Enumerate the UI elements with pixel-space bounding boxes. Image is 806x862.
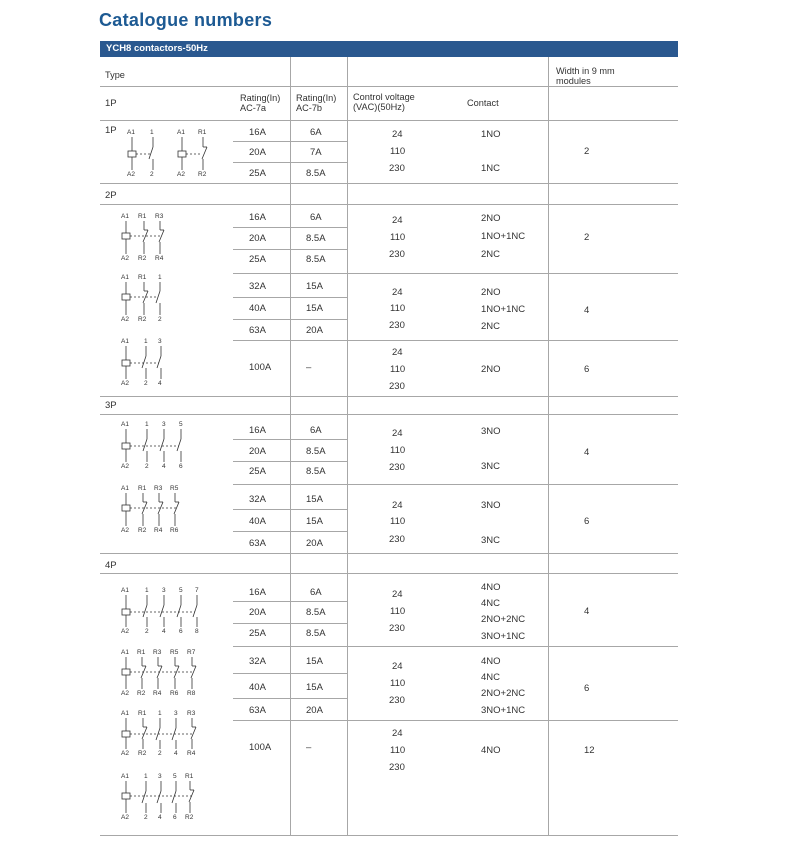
ac7b-value: 8.5A: [306, 446, 326, 457]
ac7b-value: –: [306, 362, 312, 373]
terminal-label: R3: [154, 485, 163, 492]
ac7a-value: 63A: [249, 538, 266, 549]
voltage-value: 24: [392, 728, 403, 739]
terminal-label: R4: [187, 750, 196, 757]
contact-value: 2NO: [481, 364, 501, 375]
contact-value: 3NO+1NC: [481, 631, 526, 642]
terminal-label: A2: [121, 814, 129, 821]
header-ac7b-line1: Rating(In): [296, 93, 337, 103]
terminal-label: R2: [138, 255, 147, 262]
contact-value: 2NO: [481, 287, 501, 298]
terminal-label: A2: [121, 628, 129, 635]
header-type: Type: [105, 70, 125, 80]
terminal-label: R2: [185, 814, 194, 821]
voltage-value: 110: [390, 146, 406, 157]
terminal-label: R2: [137, 690, 146, 697]
contact-value: 4NC: [481, 672, 501, 683]
ac7a-value: 40A: [249, 516, 266, 527]
terminal-label: R2: [138, 527, 147, 534]
terminal-label: 1: [150, 129, 154, 136]
section-1p-sublabel: 1P: [105, 125, 117, 136]
voltage-value: 24: [392, 500, 403, 511]
terminal-label: A2: [121, 690, 129, 697]
ac7a-value: 16A: [249, 127, 266, 138]
terminal-label: 6: [179, 463, 183, 470]
ac7a-value: 25A: [249, 254, 266, 265]
terminal-label: R2: [198, 171, 207, 178]
ac7a-value: 20A: [249, 446, 266, 457]
voltage-value: 110: [390, 232, 406, 243]
terminal-label: A1: [121, 710, 129, 717]
schematic-1p-no: [124, 126, 164, 180]
schematic-4p-b: [118, 645, 206, 699]
terminal-label: 1: [158, 710, 162, 717]
header-ac7a-line2: AC-7a: [240, 103, 267, 113]
voltage-value: 230: [389, 381, 405, 392]
section-3p-label: 3P: [105, 400, 117, 411]
section-4p-label: 4P: [105, 560, 117, 571]
terminal-label: R1: [138, 213, 147, 220]
header-voltage-line2: (VAC)(50Hz): [353, 102, 405, 112]
contact-value: 2NO+2NC: [481, 688, 526, 699]
terminal-label: R2: [138, 750, 147, 757]
voltage-value: 110: [390, 445, 406, 456]
terminal-label: 7: [195, 587, 199, 594]
width-value: 6: [584, 683, 590, 694]
terminal-label: A1: [121, 649, 129, 656]
contact-value: 1NO+1NC: [481, 304, 526, 315]
width-value: 4: [584, 305, 590, 316]
voltage-value: 24: [392, 589, 403, 600]
voltage-value: 230: [389, 695, 405, 706]
terminal-label: A1: [177, 129, 185, 136]
contact-value: 3NC: [481, 535, 501, 546]
terminal-label: A2: [121, 316, 129, 323]
width-value: 12: [584, 745, 595, 756]
terminal-label: R1: [137, 649, 146, 656]
terminal-label: A2: [121, 380, 129, 387]
ac7b-value: –: [306, 742, 312, 753]
ac7a-value: 20A: [249, 607, 266, 618]
header-contact: Contact: [467, 98, 499, 108]
ac7b-value: 15A: [306, 656, 323, 667]
terminal-label: R4: [154, 527, 163, 534]
terminal-label: R5: [170, 649, 179, 656]
width-value: 2: [584, 146, 590, 157]
terminal-label: R1: [138, 485, 147, 492]
ac7b-value: 6A: [310, 127, 322, 138]
width-value: 4: [584, 606, 590, 617]
contact-value: 2NC: [481, 249, 501, 260]
contact-value: 4NO: [481, 745, 501, 756]
terminal-label: 2: [150, 171, 154, 178]
terminal-label: R7: [187, 649, 196, 656]
ac7a-value: 40A: [249, 303, 266, 314]
schematic-3p-a: [118, 418, 188, 472]
terminal-label: 3: [158, 338, 162, 345]
ac7a-value: 32A: [249, 656, 266, 667]
voltage-value: 110: [390, 606, 406, 617]
contact-value: 1NO: [481, 129, 501, 140]
terminal-label: A1: [127, 129, 135, 136]
terminal-label: 4: [162, 628, 166, 635]
terminal-label: 4: [158, 380, 162, 387]
voltage-value: 230: [389, 320, 405, 331]
voltage-value: 24: [392, 347, 403, 358]
terminal-label: 3: [158, 773, 162, 780]
terminal-label: 1: [145, 587, 149, 594]
ac7a-value: 25A: [249, 466, 266, 477]
terminal-label: R1: [138, 710, 147, 717]
contact-value: 3NO: [481, 500, 501, 511]
ac7b-value: 20A: [306, 538, 323, 549]
table-banner: YCH8 contactors-50Hz: [100, 41, 678, 57]
schematic-4p-c: [118, 705, 206, 759]
terminal-label: A1: [121, 338, 129, 345]
ac7a-value: 32A: [249, 494, 266, 505]
terminal-label: 5: [173, 773, 177, 780]
terminal-label: 1: [144, 773, 148, 780]
ac7a-value: 63A: [249, 325, 266, 336]
terminal-label: A2: [121, 750, 129, 757]
voltage-value: 230: [389, 623, 405, 634]
ac7a-value: 100A: [249, 742, 272, 753]
terminal-label: R1: [185, 773, 194, 780]
schematic-4p-a: [118, 582, 206, 636]
header-width-line1: Width in 9 mm: [556, 66, 615, 76]
terminal-label: 6: [179, 628, 183, 635]
contact-value: 4NO: [481, 582, 501, 593]
terminal-label: 4: [158, 814, 162, 821]
schematic-3p-b: [118, 482, 188, 536]
ac7a-value: 16A: [249, 587, 266, 598]
width-value: 6: [584, 516, 590, 527]
terminal-label: R8: [187, 690, 196, 697]
terminal-label: A2: [121, 463, 129, 470]
ac7a-value: 16A: [249, 212, 266, 223]
ac7b-value: 15A: [306, 494, 323, 505]
terminal-label: 1: [145, 421, 149, 428]
header-width-line2: modules: [556, 76, 591, 86]
voltage-value: 24: [392, 428, 403, 439]
terminal-label: R5: [170, 485, 179, 492]
terminal-label: A1: [121, 485, 129, 492]
terminal-label: 2: [144, 814, 148, 821]
terminal-label: R3: [155, 213, 164, 220]
schematic-2p-a: [118, 210, 172, 264]
voltage-value: 230: [389, 762, 405, 773]
contact-value: 4NC: [481, 598, 501, 609]
voltage-value: 24: [392, 129, 403, 140]
width-value: 2: [584, 232, 590, 243]
terminal-label: 5: [179, 421, 183, 428]
ac7b-value: 8.5A: [306, 466, 326, 477]
terminal-label: R6: [170, 527, 179, 534]
terminal-label: R2: [138, 316, 147, 323]
terminal-label: 2: [158, 316, 162, 323]
terminal-label: 3: [162, 421, 166, 428]
ac7b-value: 15A: [306, 281, 323, 292]
ac7b-value: 15A: [306, 303, 323, 314]
terminal-label: 2: [145, 628, 149, 635]
terminal-label: A1: [121, 421, 129, 428]
ac7a-value: 40A: [249, 682, 266, 693]
terminal-label: A1: [121, 773, 129, 780]
voltage-value: 230: [389, 534, 405, 545]
ac7b-value: 8.5A: [306, 233, 326, 244]
terminal-label: R6: [170, 690, 179, 697]
terminal-label: R3: [187, 710, 196, 717]
schematic-1p-nc: [174, 126, 214, 180]
section-1p-label: 1P: [105, 98, 117, 109]
voltage-value: 110: [390, 516, 406, 527]
section-2p-label: 2P: [105, 190, 117, 201]
ac7a-value: 25A: [249, 168, 266, 179]
terminal-label: 4: [174, 750, 178, 757]
terminal-label: 1: [158, 274, 162, 281]
voltage-value: 110: [390, 303, 406, 314]
header-voltage-line1: Control voltage: [353, 92, 415, 102]
terminal-label: 6: [173, 814, 177, 821]
terminal-label: 1: [144, 338, 148, 345]
contact-value: 2NC: [481, 321, 501, 332]
width-value: 6: [584, 364, 590, 375]
terminal-label: A2: [177, 171, 185, 178]
voltage-value: 110: [390, 364, 406, 375]
terminal-label: 2: [145, 463, 149, 470]
voltage-value: 24: [392, 215, 403, 226]
header-ac7a-line1: Rating(In): [240, 93, 281, 103]
terminal-label: A2: [121, 527, 129, 534]
page-title: Catalogue numbers: [99, 10, 273, 30]
ac7b-value: 7A: [310, 147, 322, 158]
contact-value: 3NC: [481, 461, 501, 472]
header-ac7b-line2: AC-7b: [296, 103, 323, 113]
voltage-value: 230: [389, 249, 405, 260]
ac7b-value: 8.5A: [306, 607, 326, 618]
ac7a-value: 16A: [249, 425, 266, 436]
width-value: 4: [584, 447, 590, 458]
ac7a-value: 63A: [249, 705, 266, 716]
terminal-label: 2: [158, 750, 162, 757]
terminal-label: R4: [153, 690, 162, 697]
ac7b-value: 6A: [310, 587, 322, 598]
terminal-label: A1: [121, 274, 129, 281]
voltage-value: 24: [392, 287, 403, 298]
terminal-label: R4: [155, 255, 164, 262]
terminal-label: 8: [195, 628, 199, 635]
terminal-label: R1: [138, 274, 147, 281]
contact-value: 1NC: [481, 163, 501, 174]
terminal-label: 5: [179, 587, 183, 594]
ac7a-value: 32A: [249, 281, 266, 292]
contact-value: 3NO+1NC: [481, 705, 526, 716]
terminal-label: A2: [121, 255, 129, 262]
ac7a-value: 25A: [249, 628, 266, 639]
contact-value: 1NO+1NC: [481, 231, 526, 242]
ac7b-value: 15A: [306, 682, 323, 693]
terminal-label: A1: [121, 213, 129, 220]
ac7a-value: 100A: [249, 362, 272, 373]
ac7b-value: 6A: [310, 425, 322, 436]
schematic-2p-b: [118, 271, 172, 325]
terminal-label: A2: [127, 171, 135, 178]
terminal-label: 4: [162, 463, 166, 470]
voltage-value: 230: [389, 462, 405, 473]
contact-value: 4NO: [481, 656, 501, 667]
voltage-value: 230: [389, 163, 405, 174]
voltage-value: 110: [390, 745, 406, 756]
ac7b-value: 20A: [306, 325, 323, 336]
contact-value: 2NO: [481, 213, 501, 224]
ac7b-value: 6A: [310, 212, 322, 223]
terminal-label: 2: [144, 380, 148, 387]
ac7b-value: 8.5A: [306, 254, 326, 265]
ac7b-value: 8.5A: [306, 628, 326, 639]
terminal-label: 3: [174, 710, 178, 717]
schematic-4p-d: [118, 769, 206, 823]
ac7b-value: 8.5A: [306, 168, 326, 179]
ac7a-value: 20A: [249, 233, 266, 244]
schematic-2p-c: [118, 335, 172, 389]
voltage-value: 24: [392, 661, 403, 672]
terminal-label: A1: [121, 587, 129, 594]
contact-value: 3NO: [481, 426, 501, 437]
voltage-value: 110: [390, 678, 406, 689]
terminal-label: R1: [198, 129, 207, 136]
terminal-label: 3: [162, 587, 166, 594]
ac7b-value: 15A: [306, 516, 323, 527]
ac7b-value: 20A: [306, 705, 323, 716]
terminal-label: R3: [153, 649, 162, 656]
ac7a-value: 20A: [249, 147, 266, 158]
contact-value: 2NO+2NC: [481, 614, 526, 625]
